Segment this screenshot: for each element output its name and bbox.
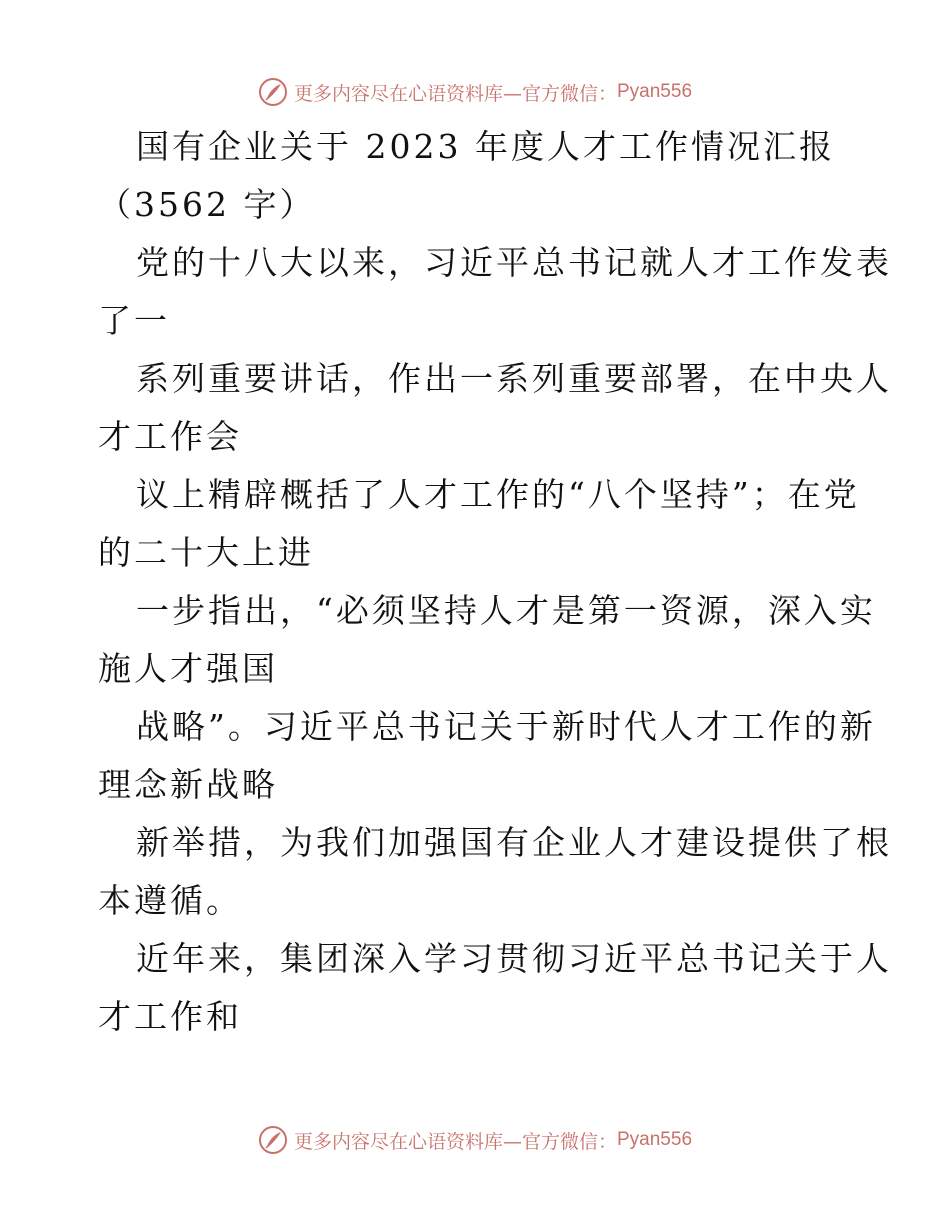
footer-watermark bbox=[0, 1120, 950, 1160]
document-line: 新举措，为我们加强国有企业人才建设提供了根 bbox=[136, 823, 892, 862]
header-watermark bbox=[0, 72, 950, 112]
document-line: 战略”。习近平总书记关于新时代人才工作的新 bbox=[136, 707, 876, 746]
watermark-text: 更多内容尽在心语资料库—官方微信： bbox=[293, 1130, 617, 1153]
document-line: 理念新战略 bbox=[98, 765, 278, 804]
document-body bbox=[98, 118, 892, 1046]
document-line: 才工作会 bbox=[98, 417, 242, 456]
document-line: 党的十八大以来，习近平总书记就人才工作发表 bbox=[136, 243, 892, 282]
watermark-wechat-id: Pyan556 bbox=[617, 1129, 693, 1150]
document-line: 才工作和 bbox=[98, 997, 242, 1036]
quill-logo-icon bbox=[258, 77, 288, 107]
document-line: 议上精辟概括了人才工作的“八个坚持”；在党 bbox=[136, 475, 860, 514]
document-line: 近年来，集团深入学习贯彻习近平总书记关于人 bbox=[136, 939, 892, 978]
quill-logo-icon bbox=[258, 1125, 288, 1155]
document-line: 的二十大上进 bbox=[98, 533, 314, 572]
document-line: 本遵循。 bbox=[98, 881, 242, 920]
document-line: 施人才强国 bbox=[98, 649, 278, 688]
document-line: 系列重要讲话，作出一系列重要部署，在中央人 bbox=[136, 359, 892, 398]
document-line: 国有企业关于 2023 年度人才工作情况汇报 bbox=[136, 127, 835, 166]
document-line: 了一 bbox=[98, 301, 170, 340]
document-line: 一步指出，“必须坚持人才是第一资源，深入实 bbox=[136, 591, 876, 630]
document-line: （3562 字） bbox=[98, 185, 316, 224]
watermark-wechat-id: Pyan556 bbox=[617, 81, 693, 102]
watermark-text: 更多内容尽在心语资料库—官方微信： bbox=[293, 82, 617, 105]
